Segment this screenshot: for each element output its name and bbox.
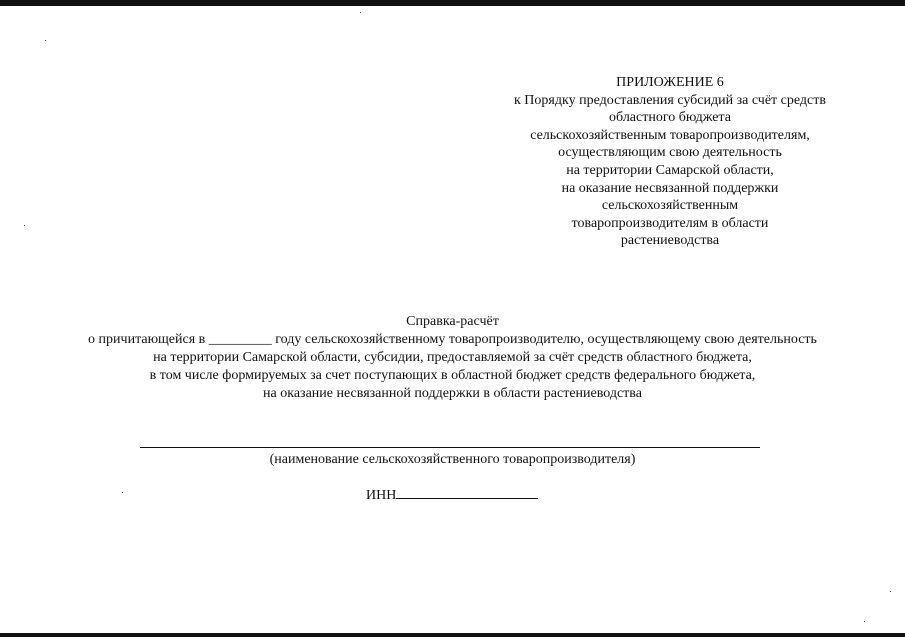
appendix-line: на оказание несвязанной поддержки — [561, 180, 779, 196]
top-border — [0, 0, 905, 6]
scan-speck — [890, 591, 891, 592]
appendix-header — [470, 74, 870, 250]
document-subtitle-line: в том числе формируемых за счет поступающих в областной бюджет средств федерального бюджета, — [149, 368, 756, 383]
appendix-line: на территории Самарской области, — [566, 162, 774, 178]
inn-input-line[interactable] — [396, 484, 538, 499]
bottom-border — [0, 633, 905, 637]
document-subtitle-line: о причитающейся в _________ году сельскохозяйственному товаропроизводителю, осуществляющему свою деятельность — [88, 332, 817, 347]
appendix-line: сельскохозяйственным товаропроизводителям, — [530, 127, 810, 143]
document-subtitle-line: на территории Самарской области, субсидии, предоставляемой за счёт средств областного бюджета, — [153, 350, 752, 365]
document-title: Справка-расчёт — [406, 314, 499, 329]
producer-name-field-line[interactable] — [140, 447, 760, 448]
appendix-line: растениеводства — [620, 233, 720, 249]
document-subtitle-line: на оказание несвязанной поддержки в области растениеводства — [263, 386, 642, 401]
scan-speck — [24, 225, 25, 226]
inn-label: ИНН — [366, 488, 397, 503]
appendix-line: осуществляющим свою деятельность — [558, 145, 782, 161]
scan-speck — [122, 492, 123, 493]
appendix-line: сельскохозяйственным — [601, 198, 739, 214]
appendix-line: областного бюджета — [609, 110, 731, 126]
appendix-line: к Порядку предоставления субсидий за счёт средств — [514, 92, 826, 108]
producer-name-caption: (наименование сельскохозяйственного товаропроизводителя) — [269, 452, 636, 467]
scan-speck — [864, 621, 865, 622]
scan-speck — [360, 12, 361, 13]
document-title-block — [0, 313, 905, 403]
inn-field — [366, 484, 538, 504]
appendix-number: ПРИЛОЖЕНИЕ 6 — [616, 75, 724, 90]
appendix-line: товаропроизводителям в области — [571, 215, 769, 231]
scan-speck — [45, 40, 46, 41]
